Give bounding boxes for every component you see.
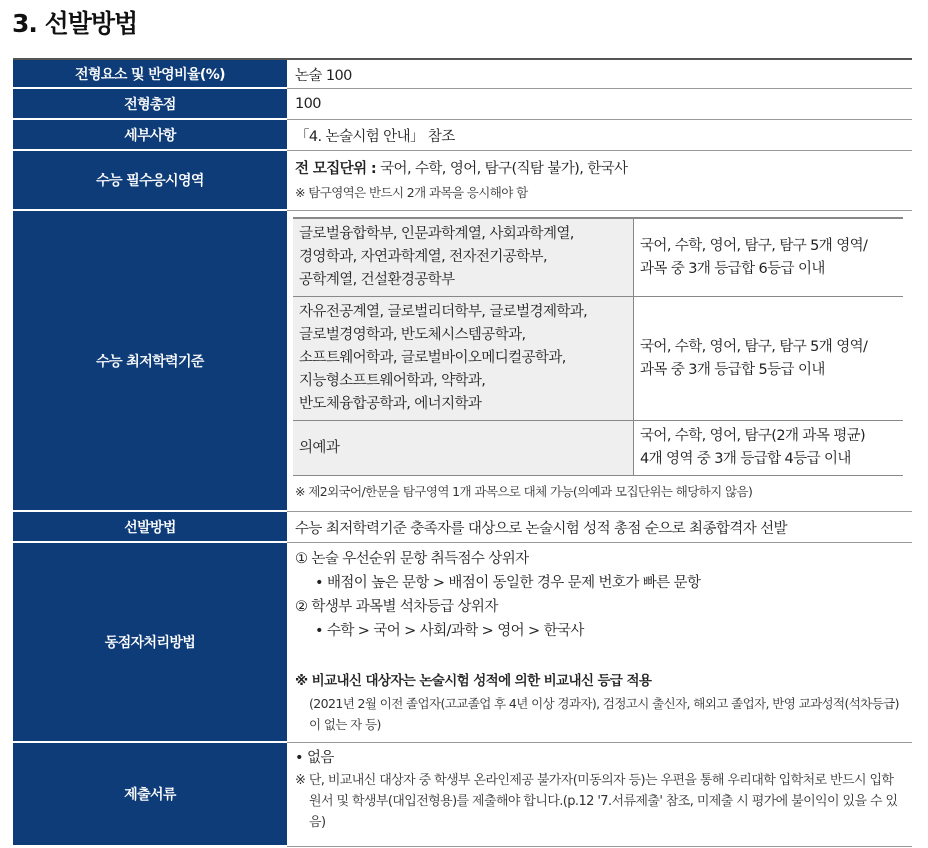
unit-line: 공학계열, 건설환경공학부	[299, 272, 455, 288]
criteria-line: 국어, 수학, 영어, 탐구, 탐구 5개 영역/	[640, 237, 868, 254]
criteria-row	[293, 218, 903, 297]
criteria-line: 4개 영역 중 3개 등급합 4등급 이내	[640, 451, 851, 467]
row-tiebreak	[13, 543, 912, 743]
criteria-row	[293, 421, 903, 476]
tiebreak-line: • 수학 > 국어 > 사회/과학 > 영어 > 한국사	[315, 623, 584, 639]
criteria-row	[293, 297, 903, 421]
note: ※ 단, 비교내신 대상자 중 학생부 온라인제공 불가자(미동의자 등)는 우편을 통해 우리대학 입학처로 반드시 입학원서 및 학생부(대입전형용)를 제출해야 합니다.(p.12 '7.서류제출' 참조, 미제출 시 평가에 불이익이 있을 수 있음)	[295, 773, 898, 830]
row-value	[287, 743, 912, 847]
value-text: 국어, 수학, 영어, 탐구(직탐 불가), 한국사	[376, 160, 628, 177]
row-label: 전형요소 및 반영비율(%)	[13, 60, 287, 87]
unit-line: 의예과	[299, 439, 340, 456]
criteria-line: 과목 중 3개 등급합 5등급 이내	[640, 361, 825, 378]
note: (2021년 2월 이전 졸업자(고교졸업 후 4년 이상 경과자), 검정고시 출신자, 해외고 졸업자, 반영 교과성적(석차등급)이 없는 자 등)	[309, 696, 899, 732]
row-label: 수능 최저학력기준	[13, 211, 287, 510]
criteria-line: 국어, 수학, 영어, 탐구(2개 과목 평균)	[640, 428, 866, 444]
unit-line: 글로벌융합학부, 인문과학계열, 사회과학계열,	[299, 226, 574, 242]
row-label: 전형총점	[13, 89, 287, 118]
note-bold: ※ 비교내신 대상자는 논술시험 성적에 의한 비교내신 등급 적용	[295, 673, 652, 689]
note: ※ 탐구영역은 반드시 2개 과목을 응시해야 함	[295, 184, 528, 200]
note: ※ 제2외국어/한문을 탐구영역 1개 과목으로 대체 가능(의예과 모집단위는 해당하지 않음)	[295, 484, 753, 499]
unit-line: 자유전공계열, 글로벌리더학부, 글로벌경제학과,	[299, 304, 588, 320]
row-value: 「4. 논술시험 안내」 참조	[287, 120, 912, 151]
row-label: 선발방법	[13, 512, 287, 541]
row-documents	[13, 743, 912, 847]
row-required-areas	[13, 151, 912, 211]
row-total	[13, 89, 912, 120]
row-label: 세부사항	[13, 120, 287, 149]
row-value	[287, 151, 912, 211]
criteria-line: 국어, 수학, 영어, 탐구, 탐구 5개 영역/	[640, 338, 868, 355]
page-title: 3. 선발방법	[12, 9, 138, 38]
criteria-line: 과목 중 3개 등급합 6등급 이내	[640, 260, 825, 277]
documents-value: • 없음	[295, 750, 334, 766]
row-value	[287, 211, 912, 512]
tiebreak-line: ② 학생부 과목별 석차등급 상위자	[295, 599, 498, 615]
unit-line: 소프트웨어학과, 글로벌바이오메디컬공학과,	[299, 350, 566, 366]
criteria-table	[293, 217, 903, 476]
row-ratio	[13, 60, 912, 89]
tiebreak-line: ① 논술 우선순위 문항 취득점수 상위자	[295, 551, 529, 567]
row-value: 논술 100	[287, 60, 912, 89]
row-selection-method	[13, 512, 912, 543]
row-details	[13, 120, 912, 151]
row-label: 동점자처리방법	[13, 543, 287, 741]
unit-line: 지능형소프트웨어학과, 약학과,	[299, 373, 486, 389]
tiebreak-line: • 배점이 높은 문항 > 배점이 동일한 경우 문제 번호가 빠른 문항	[315, 575, 701, 591]
row-value: 100	[287, 89, 912, 120]
row-value: 수능 최저학력기준 충족자를 대상으로 논술시험 성적 총점 순으로 최종합격자 선발	[287, 512, 912, 543]
row-value	[287, 543, 912, 743]
row-label: 수능 필수응시영역	[13, 151, 287, 209]
unit-line: 경영학과, 자연과학계열, 전자전기공학부,	[299, 249, 547, 265]
bold-label: 전 모집단위 :	[295, 160, 377, 177]
row-label: 제출서류	[13, 743, 287, 845]
row-minimum-criteria	[13, 211, 912, 512]
selection-table	[13, 58, 912, 847]
unit-line: 글로벌경영학과, 반도체시스템공학과,	[299, 327, 526, 343]
unit-line: 반도체융합공학과, 에너지학과	[299, 396, 482, 412]
